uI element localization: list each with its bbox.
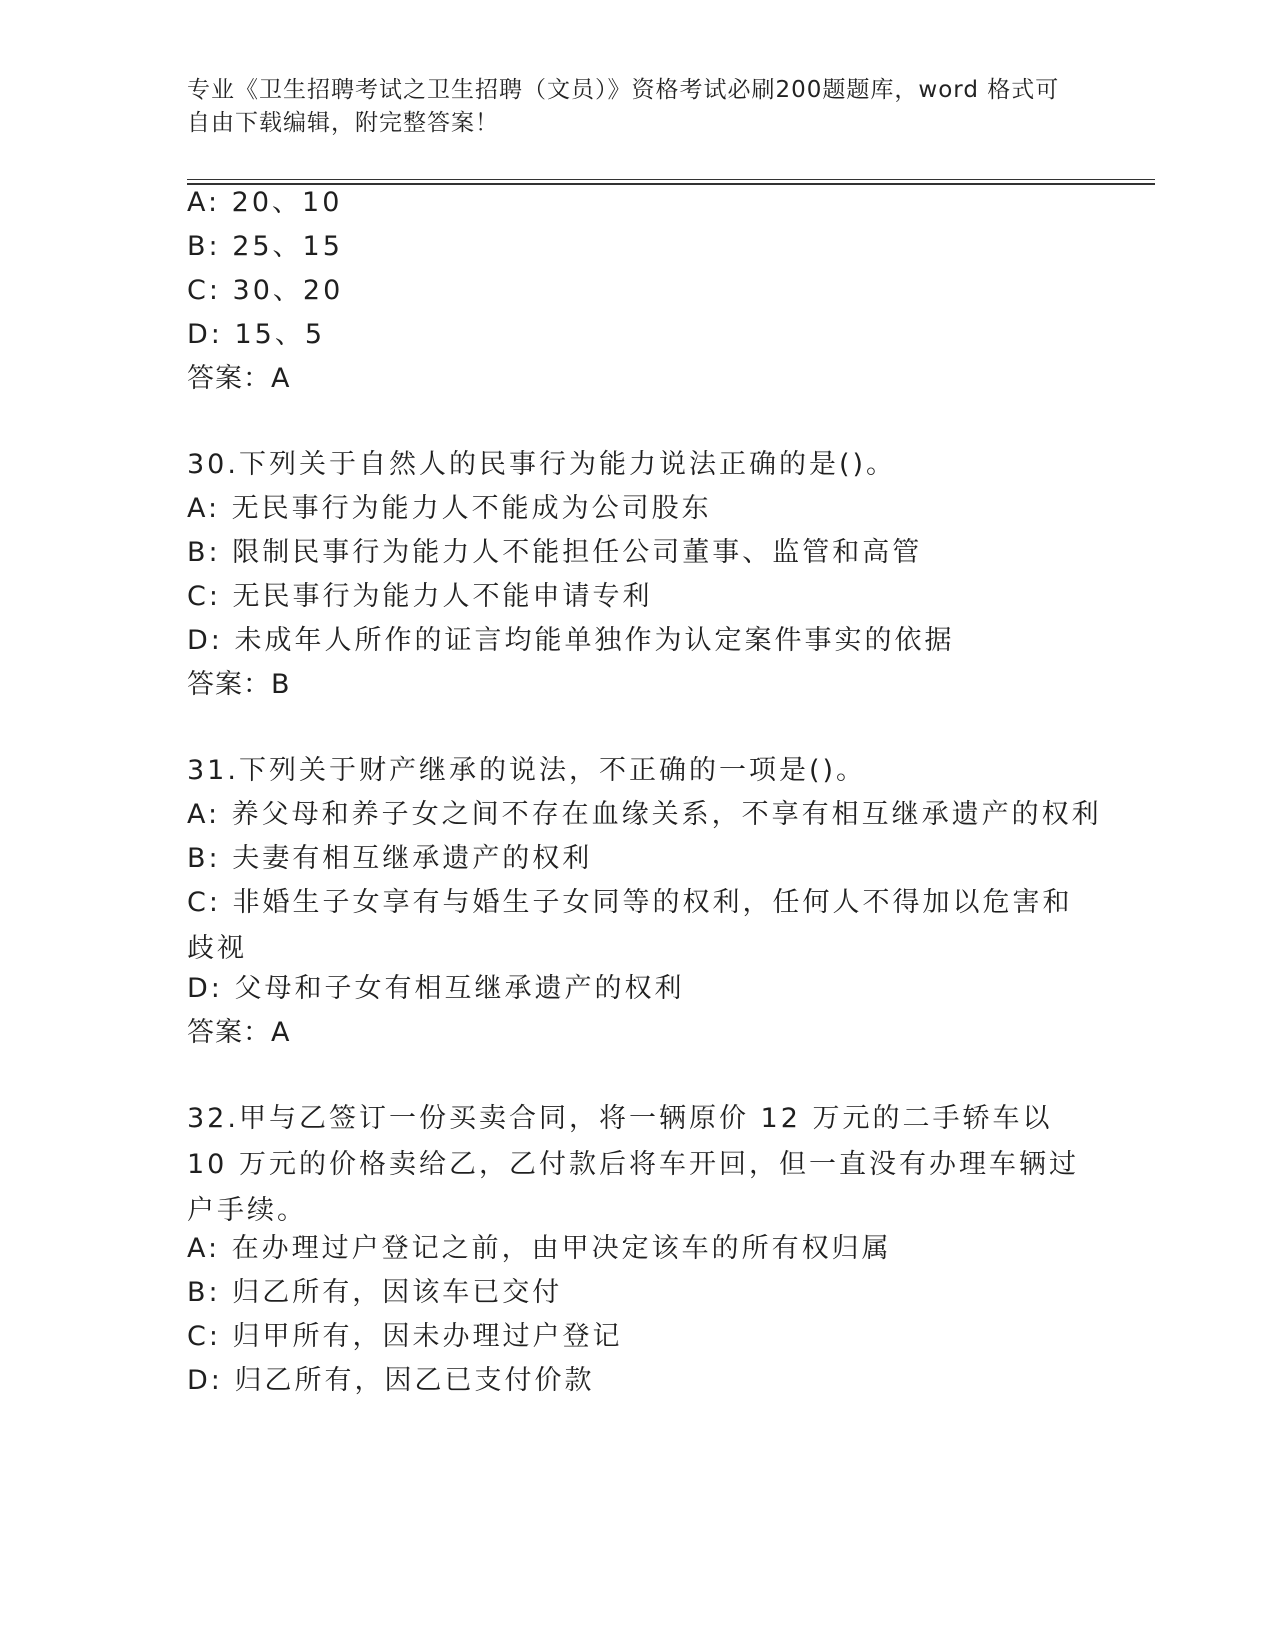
document-header: 专业《卫生招聘考试之卫生招聘（文员）》资格考试必刷200题题库，word 格式可自由下载编辑，附完整答案！	[187, 77, 1060, 136]
q29-option-b: B: 25、15	[187, 231, 343, 262]
q31-option-b: B: 夫妻有相互继承遗产的权利	[187, 843, 593, 874]
q32-option-d: D: 归乙所有，因乙已支付价款	[187, 1365, 595, 1396]
q30-option-c: C: 无民事行为能力人不能申请专利	[187, 581, 653, 612]
q31-option-a: A: 养父母和养子女之间不存在血缘关系，不享有相互继承遗产的权利	[187, 799, 1102, 830]
q31-stem: 31.下列关于财产继承的说法，不正确的一项是()。	[187, 755, 867, 786]
q29-option-d: D: 15、5	[187, 319, 326, 350]
q30-option-b: B: 限制民事行为能力人不能担任公司董事、监管和高管	[187, 537, 923, 568]
q30-option-d: D: 未成年人所作的证言均能单独作为认定案件事实的依据	[187, 625, 955, 656]
q32-stem: 32.甲与乙签订一份买卖合同，将一辆原价 12 万元的二手轿车以 10 万元的价格卖给乙，乙付款后将车开回，但一直没有办理车辆过户手续。	[187, 1103, 1079, 1226]
q32-option-b: B: 归乙所有，因该车已交付	[187, 1277, 563, 1308]
q30-answer: 答案：B	[187, 669, 291, 700]
q30-stem: 30.下列关于自然人的民事行为能力说法正确的是()。	[187, 449, 897, 480]
q29-answer: 答案：A	[187, 363, 291, 394]
q29-option-a: A: 20、10	[187, 187, 343, 218]
q32-option-c: C: 归甲所有，因未办理过户登记	[187, 1321, 623, 1352]
q31-answer: 答案：A	[187, 1017, 291, 1048]
header-divider-bottom	[187, 183, 1155, 185]
q29-option-c: C: 30、20	[187, 275, 344, 306]
header-divider-top	[187, 179, 1155, 180]
q32-option-a: A: 在办理过户登记之前，由甲决定该车的所有权归属	[187, 1233, 892, 1264]
q31-option-c: C: 非婚生子女享有与婚生子女同等的权利，任何人不得加以危害和歧视	[187, 887, 1073, 964]
q30-option-a: A: 无民事行为能力人不能成为公司股东	[187, 493, 712, 524]
q31-option-d: D: 父母和子女有相互继承遗产的权利	[187, 973, 685, 1004]
